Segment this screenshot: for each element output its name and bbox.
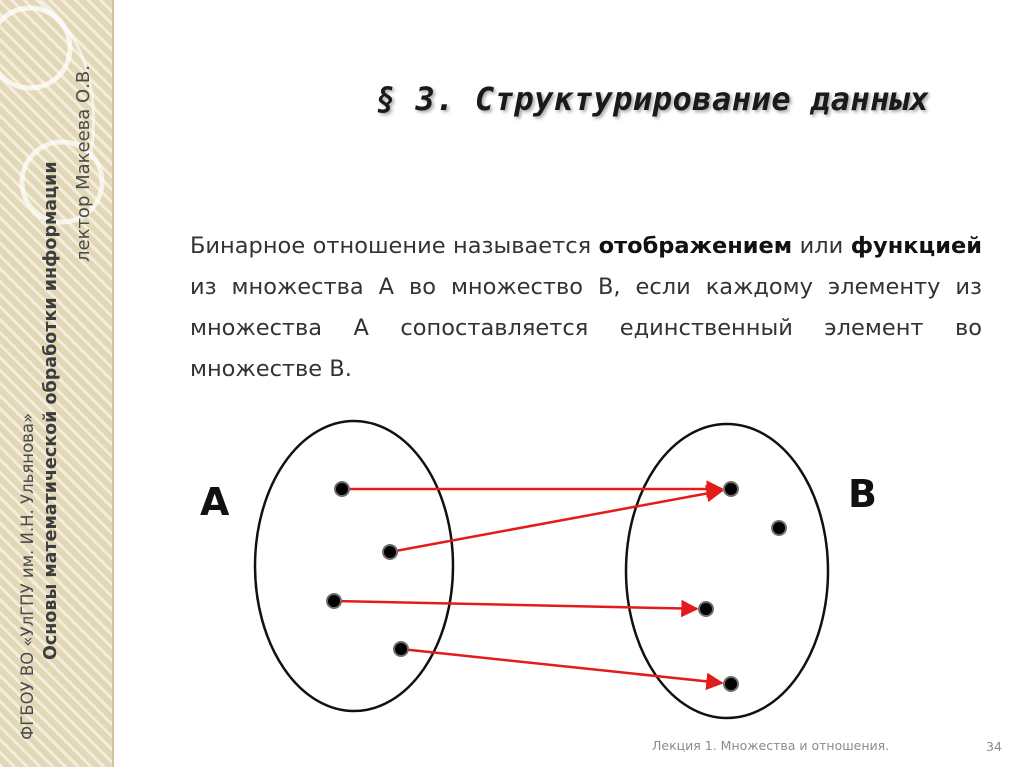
point-b2 <box>772 521 786 535</box>
mapping-arrow-a2-to-b1 <box>390 491 722 552</box>
point-b3 <box>699 602 713 616</box>
set-b-ellipse <box>626 424 828 718</box>
lecturer-label: лектор Макеева О.В. <box>73 65 94 262</box>
set-a-label: A <box>200 480 230 524</box>
university-label: ФГБОУ ВО «УлГПУ им. И.Н. Ульянова» <box>18 412 37 740</box>
term-function: функцией <box>850 233 982 259</box>
point-b1 <box>724 482 738 496</box>
set-b-label: B <box>848 472 877 516</box>
point-b4 <box>724 677 738 691</box>
mapping-arrow-a3-to-b3 <box>334 601 697 609</box>
definition-part-3: из множества А во множество В, если каждому элементу из множества А сопоставляется единственный элемент во множестве В. <box>190 274 982 382</box>
definition-part-1: Бинарное отношение называется <box>190 233 599 259</box>
slide-title: § 3. Структурирование данных <box>376 80 930 118</box>
point-a2 <box>383 545 397 559</box>
set-points <box>327 482 786 691</box>
point-a4 <box>394 642 408 656</box>
set-a-ellipse <box>255 421 453 711</box>
mapping-arrows <box>334 489 722 683</box>
term-mapping: отображением <box>598 233 793 259</box>
course-title: Основы математической обработки информации <box>41 161 61 660</box>
page-number: 34 <box>986 739 1002 754</box>
point-a3 <box>327 594 341 608</box>
point-a1 <box>335 482 349 496</box>
mapping-arrow-a4-to-b4 <box>401 649 722 683</box>
definition-part-2: или <box>792 233 851 259</box>
footer-lecture: Лекция 1. Множества и отношения. <box>652 738 890 753</box>
